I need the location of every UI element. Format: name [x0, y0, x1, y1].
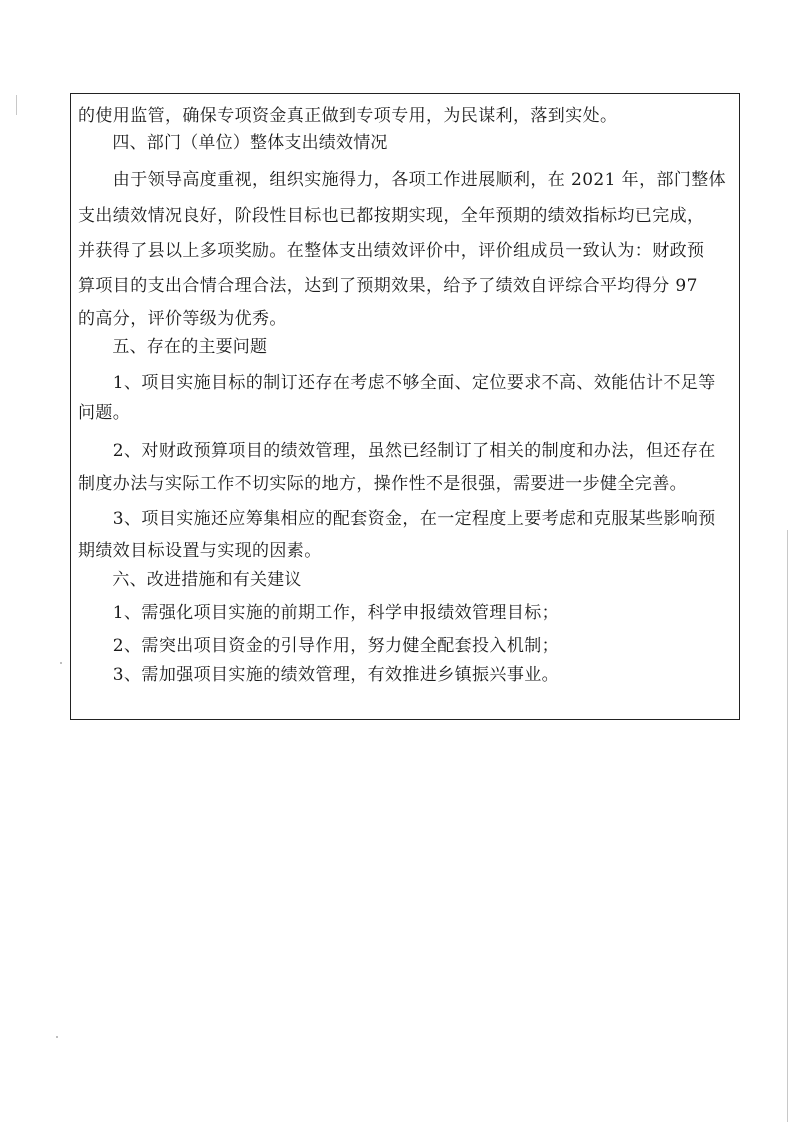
para-line-9: 1、项目实施目标的制订还存在考虑不够全面、定位要求不高、效能估计不足等	[78, 373, 716, 393]
scan-edge-left	[16, 95, 17, 115]
para-line-18: 3、需加强项目实施的绩效管理，有效推进乡镇振兴事业。	[78, 665, 560, 685]
section-heading-6: 六、改进措施和有关建议	[78, 570, 302, 590]
para-line-7: 的高分，评价等级为优秀。	[78, 309, 287, 329]
para-line-6: 算项目的支出合情合理合法，达到了预期效果，给予了绩效自评综合平均得分 97	[78, 276, 698, 296]
para-line-14: 期绩效目标设置与实现的因素。	[78, 541, 322, 561]
scan-speck	[60, 662, 62, 664]
section-heading-5: 五、存在的主要问题	[78, 337, 268, 357]
para-line-4: 支出绩效情况良好，阶段性目标也已都按期实现，全年预期的绩效指标均已完成，	[78, 206, 705, 226]
para-line-12: 制度办法与实际工作不切实际的地方，操作性不是很强，需要进一步健全完善。	[78, 474, 687, 494]
para-line-3: 由于领导高度重视，组织实施得力，各项工作进展顺利，在 2021 年，部门整体	[78, 170, 727, 190]
para-line-5: 并获得了县以上多项奖励。在整体支出绩效评价中，评价组成员一致认为：财政预	[78, 241, 705, 261]
scan-edge-right	[787, 530, 788, 1122]
section-heading-4: 四、部门（单位）整体支出绩效情况	[78, 133, 388, 153]
para-line-13: 3、项目实施还应筹集相应的配套资金，在一定程度上要考虑和克服某些影响预	[78, 509, 716, 529]
para-line-17: 2、需突出项目资金的引导作用，努力健全配套投入机制；	[78, 636, 560, 656]
para-line-11: 2、对财政预算项目的绩效管理，虽然已经制订了相关的制度和办法，但还存在	[78, 441, 716, 461]
para-line-16: 1、需强化项目实施的前期工作，科学申报绩效管理目标；	[78, 603, 560, 623]
scan-speck	[56, 1036, 58, 1038]
para-line-10: 问题。	[78, 403, 131, 423]
para-line-1: 的使用监管，确保专项资金真正做到专项专用，为民谋利，落到实处。	[78, 106, 618, 126]
